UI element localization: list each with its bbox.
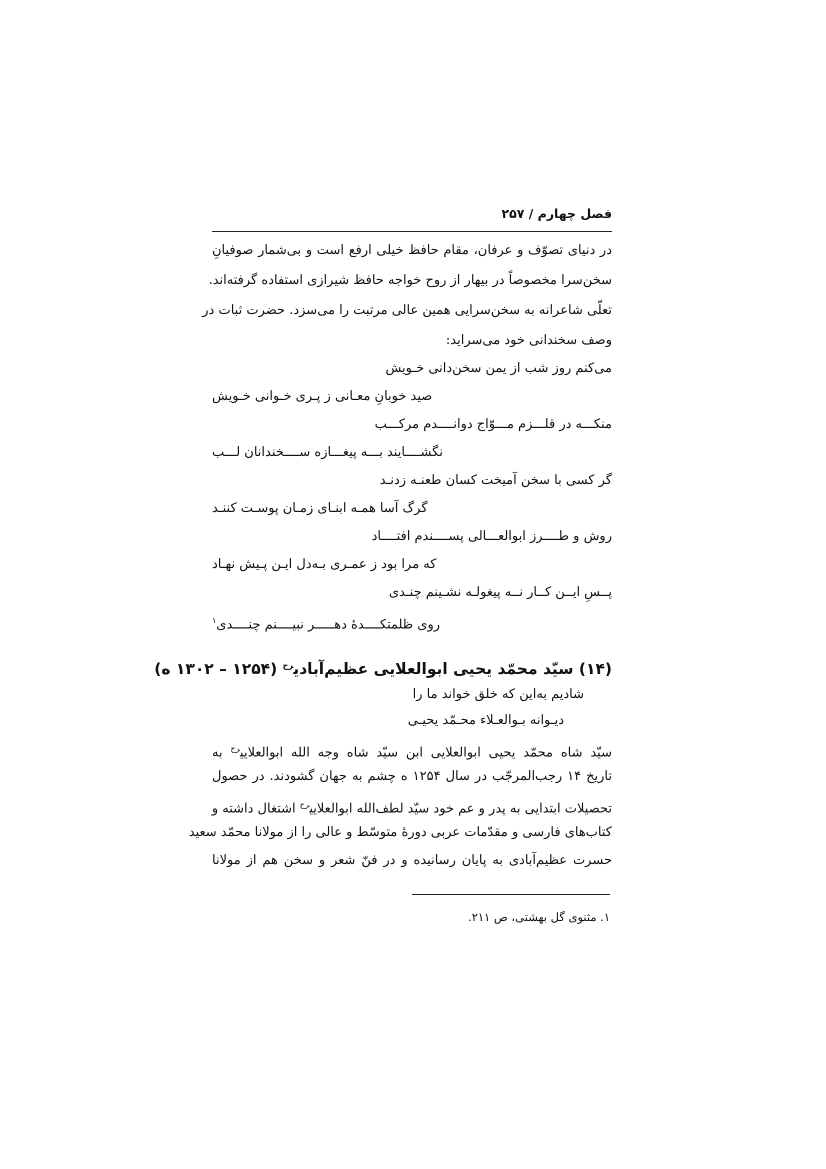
paragraph-text: سیّد شاه محمّد یحیی ابوالعلایی ابن سیّد شاه وجه الله ابوالعلایی — [240, 745, 612, 761]
paragraph-line: وصف سخندانی خود می‌سراید: — [445, 333, 612, 348]
verse-line: نگشــــایند بـــه پیغـــازه ســــخندانان لـــب — [212, 445, 443, 460]
header-rule — [212, 231, 612, 232]
honorific-mark: رح — [230, 744, 241, 753]
verse-line: پــسِ ایــن کــار نــه پیغولـه نشـینم چنـدی — [388, 585, 612, 600]
paragraph-line: در دنیای تصوّف و عرفان، مقام حافظ خیلی ارفع است و بی‌شمار صوفیانِ — [212, 243, 612, 258]
verse-line: منکـــه در قلـــزم مـــوّاج دوانــــدم مرکـــب — [374, 417, 612, 432]
paragraph-text: اشتغال داشته و — [211, 801, 300, 817]
paragraph-text: به — [212, 745, 231, 761]
footnote-rule — [412, 894, 610, 895]
verse-line: روش و طــــرز ابوالعـــالی پســــندم افتــــاد — [371, 529, 612, 544]
paragraph-line: تعلّی شاعرانه به سخن‌سرایی همین عالی مرتبت را می‌سزد. حضرت ثبات در — [202, 303, 612, 318]
paragraph-text: تحصیلات ابتدایی به پدر و عم خود سیّد لطف‌الله ابوالعلایی — [309, 801, 612, 817]
running-header: فصل چهارم / ۲۵۷ — [501, 206, 612, 221]
verse-line: که مرا بود ز عمـری بـه‌دل ایـن پـیش نهـاد — [212, 557, 437, 572]
honorific-mark: رح — [282, 661, 294, 670]
section-heading-dates: (۱۲۵۴ – ۱۳۰۲ ه) — [154, 660, 283, 679]
section-heading-title: (۱۴) سیّد محمّد یحیی ابوالعلایی عظیم‌آبادی — [293, 660, 612, 679]
paragraph-line: کتاب‌های فارسی و مقدّمات عربی دورهٔ متوسّط و عالی را از مولانا محمّد سعید — [188, 825, 612, 840]
verse-line: شادیم به‌این که خلق خواند ما را — [412, 687, 584, 702]
verse-line: گر کسی با سخن آمیخت کسان طعنـه زدنـد — [379, 473, 612, 488]
verse-line: دیـوانه بـوالعـلاء محـمّد یحیـی — [407, 713, 564, 728]
verse-line-with-footnote — [212, 608, 612, 634]
section-heading — [154, 652, 612, 680]
verse-text: روی ظلمتکــــدهٔ دهـــــر نبیــــنم چنــــدی — [216, 617, 441, 633]
verse-line: می‌کنم روز شب از یمن سخن‌دانی خـویش — [385, 361, 612, 376]
paragraph-line: حسرت عظیم‌آبادی به پایان رسانیده و در فنّ شعر و سخن هم از مولانا — [212, 853, 612, 868]
paragraph-line — [212, 792, 612, 818]
paragraph-line: سخن‌سرا مخصوصاً در بیهار از روح خواجه حافظ شیرازی استفاده گرفته‌اند. — [208, 273, 612, 288]
footnote: ۱. مثنوی گل بهشتی، ص ۲۱۱. — [468, 910, 610, 924]
footnote-marker: ۱ — [212, 616, 217, 625]
paragraph-line — [212, 736, 612, 762]
paragraph-line: تاریخ ۱۴ رجب‌المرجّب در سال ۱۲۵۴ ه چشم به جهان گشودند. در حصول — [212, 769, 612, 784]
verse-line: صید خوبانِ معـانی ز پـری خـوانی خـویش — [212, 389, 433, 404]
honorific-mark: رح — [299, 800, 310, 809]
verse-line: گرگ آسا همـه ابنـای زمـان پوسـت کننـد — [212, 501, 428, 516]
